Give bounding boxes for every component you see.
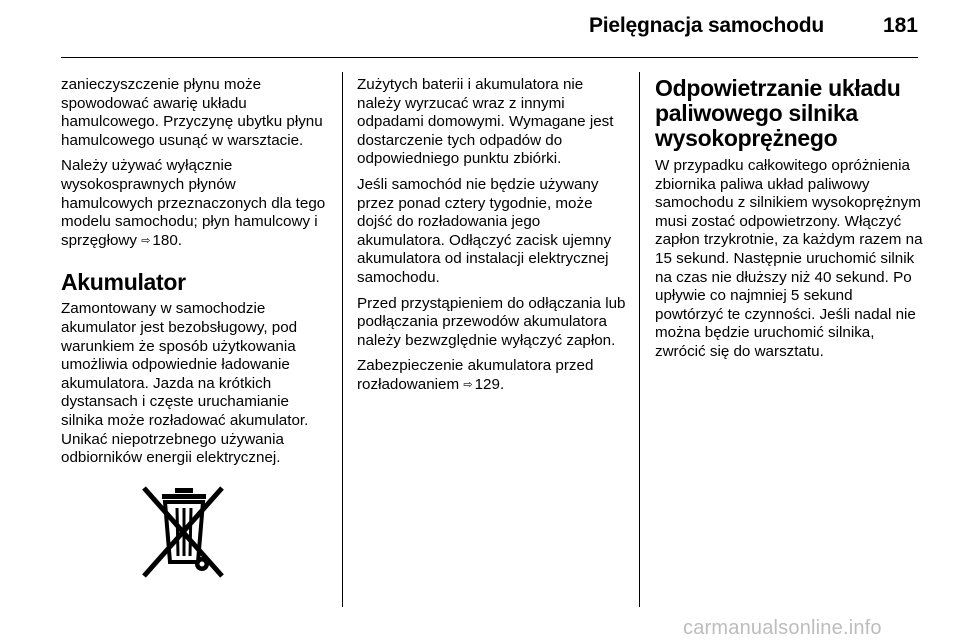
battery-storage-paragraph: Jeśli samochód nie będzie używany przez ponad cztery tygodnie, może dojść do rozładowania jego akumulatora. Odłączyć zacisk ujemny akumulatora od instalacji elektrycznej samochodu. xyxy=(357,175,612,286)
page-number: 181 xyxy=(882,14,918,37)
page-header xyxy=(0,0,960,60)
column-1 xyxy=(61,76,331,475)
reference-arrow-icon: ⇨ xyxy=(463,378,473,391)
column-3 xyxy=(655,76,925,369)
page-title: Pielęgnacja samochodu xyxy=(588,14,824,37)
battery-disconnect-paragraph: Przed przystąpieniem do odłączania lub podłączania przewodów akumulatora należy bezwzględnie wyłączyć zapłon. xyxy=(357,294,626,349)
battery-paragraph: Zamontowany w samochodzie akumulator jest bezobsługowy, pod warunkiem że sposób użytkowania umożliwia odpowiednie ładowanie akumulatora. Jazda na krótkich dystansach i częste uruchamianie silnika może rozładować akumulator. Unikać niepotrzebnego używania odbiorników energii elektrycznej. xyxy=(61,300,309,467)
brake-fluid-paragraph: zanieczyszczenie płynu może spowodować awarię układu hamulcowego. Przyczynę ubytku płynu hamulcowego usunąć w warsztacie. xyxy=(61,76,323,149)
column-divider-2 xyxy=(639,72,640,607)
section-heading-fuel-bleeding: Odpowietrzanie układu paliwowego silnika wysokoprężnego xyxy=(655,75,901,151)
brake-fluid-spec-text: Należy używać wyłącznie wysokosprawnych płynów hamulcowych przeznaczonych dla tego modelu samochodu; płyn hamulcowy i sprzęgłowy xyxy=(61,157,326,249)
battery-protection-paragraph xyxy=(357,357,627,394)
fuel-bleeding-paragraph: W przypadku całkowitego opróżnienia zbiornika paliwa układ paliwowy samochodu z silnikiem wysokoprężnym musi zostać odpowietrzony. Włączyć zapłon trzykrotnie, za każdym razem na 15 sekund. Następnie uruchomić silnik na czas nie dłuższy niż 40 sekund. Po upływie co najmniej 5 sekund powtórzyć te czynności. Jeśli nadal nie można będzie uruchomić silnika, zwrócić się do warsztatu. xyxy=(655,157,923,360)
column-divider-1 xyxy=(342,72,343,607)
battery-disposal-paragraph: Zużytych baterii i akumulatora nie należy wyrzucać wraz z innymi odpadami domowymi. Wymagane jest dostarczenie tych odpadów do odpowiedniego punktu zbiórki. xyxy=(357,76,614,168)
reference-arrow-icon: ⇨ xyxy=(141,234,151,247)
column-2 xyxy=(357,76,627,402)
crossed-out-wheelie-bin-icon xyxy=(138,484,228,580)
section-heading-battery: Akumulator xyxy=(61,269,186,296)
footer-watermark: carmanualsonline.info xyxy=(683,617,882,639)
battery-protection-text: Zabezpieczenie akumulatora przed rozładowaniem xyxy=(357,357,594,393)
header-divider xyxy=(61,57,918,58)
page-reference-link[interactable]: 129. xyxy=(474,375,505,393)
brake-fluid-spec-paragraph xyxy=(61,157,331,250)
page-reference-link[interactable]: 180. xyxy=(152,231,182,249)
